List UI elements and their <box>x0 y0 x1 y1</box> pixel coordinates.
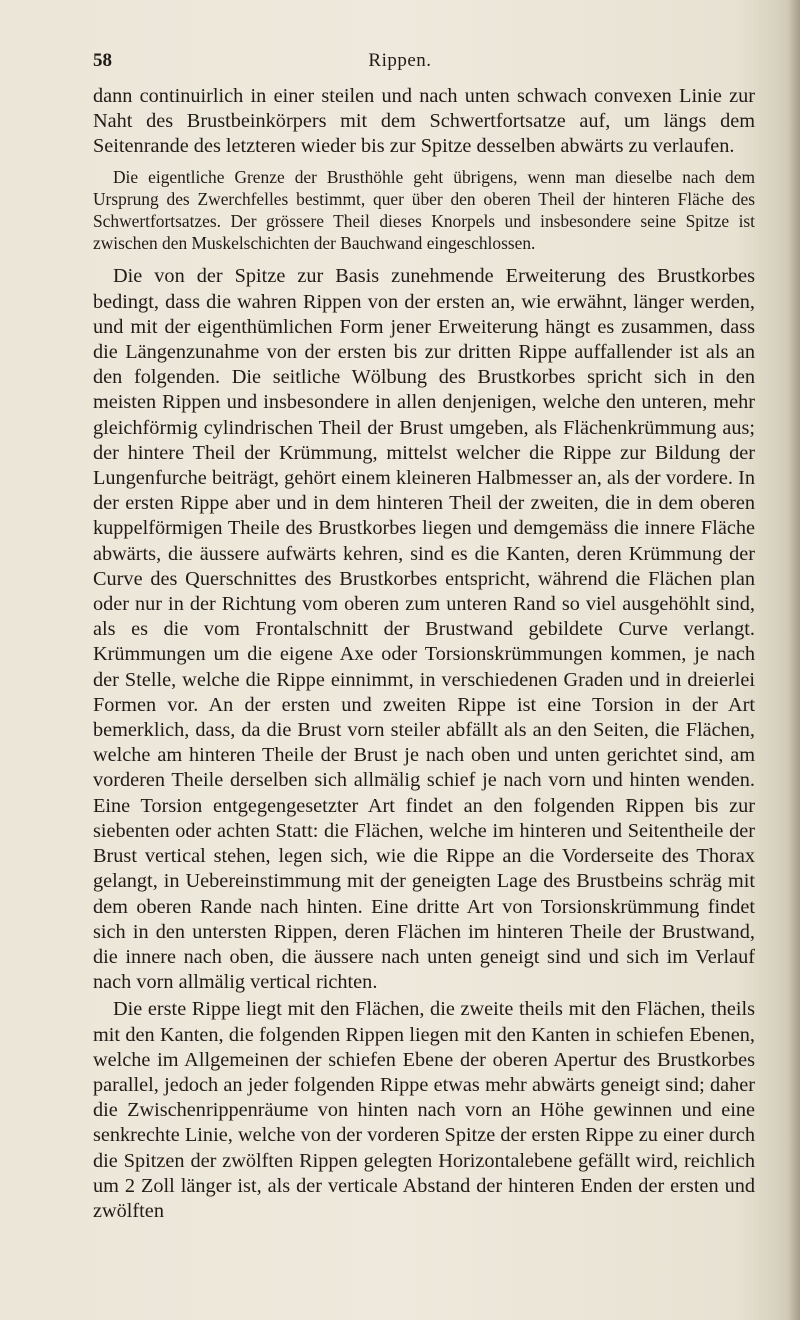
small-print-note: Die eigentliche Grenze der Brusthöhle geht übrigens, wenn man dieselbe nach dem Ursprung des Zwerchfelles bestimmt, quer über den oberen Theil der hinteren Fläche des Schwertfortsatzes. Der grössere Theil dieses Knorpels und insbesondere seine Spitze ist zwischen den Muskelschichten der Bauchwand eingeschlossen. <box>93 166 755 254</box>
running-head: Rippen. <box>368 50 432 71</box>
page-header <box>0 50 800 80</box>
paragraph-continuation: dann continuirlich in einer steilen und nach unten schwach convexen Linie zur Naht des Brustbeinkörpers mit dem Schwertfortsatze auf, um längs dem Seitenrande des letzteren wieder bis zur Spitze desselben abwärts zu verlaufen. <box>93 85 755 158</box>
page-number: 58 <box>93 50 112 71</box>
paragraph-rib-planes: Die erste Rippe liegt mit den Flächen, die zweite theils mit den Flächen, theils mit den Kanten, die folgenden Rippen liegen mit den Kanten in schiefen Ebenen, welche im Allgemeinen der schiefen Ebene der oberen Apertur des Brustkorbes parallel, jedoch an jeder folgenden Rippe etwas mehr abwärts geneigt sind; daher die Zwischenrippenräume von hinten nach vorn an Höhe gewinnen und eine senkrechte Linie, welche von der vorderen Spitze der ersten Rippe zu einer durch die Spitzen der zwölften Rippen gelegten Horizontalebene gefällt wird, reichlich um 2 Zoll länger ist, als der verticale Abstand der hinteren Enden der ersten und zwölften <box>93 998 755 1222</box>
page-body <box>93 84 755 1224</box>
page-edge-shadow <box>788 0 800 1320</box>
paragraph-torsion: Die von der Spitze zur Basis zunehmende Erweiterung des Brustkorbes bedingt, dass die wahren Rippen von der ersten an, wie erwähnt, länger werden, und mit der eigenthümlichen Form jener Erweiterung hängt es zusammen, dass die Längenzunahme von der ersten bis zur dritten Rippe auffallender ist als an den folgenden. Die seitliche Wölbung des Brustkorbes spricht sich in den meisten Rippen und insbesondere in allen denjenigen, welche den unteren, mehr gleichförmig cylindrischen Theil der Brust umgeben, als Flächenkrümmung aus; der hintere Theil der Krümmung, mittelst welcher die Rippe zur Bildung der Lungenfurche beiträgt, gehört einem kleineren Halbmesser an, als der vordere. In der ersten Rippe aber und in dem hinteren Theil der zweiten, die in dem oberen kuppelförmigen Theile des Brustkorbes liegen und demgemäss die innere Fläche abwärts, die äussere aufwärts kehren, sind es die Kanten, deren Krümmung der Curve des Querschnittes des Brustkorbes entspricht, während die Flächen plan oder nur in der Richtung vom oberen zum unteren Rand so viel ausgehöhlt sind, als es die vom Frontalschnitt der Brustwand gebildete Curve verlangt. Krümmungen um die eigene Axe oder Torsionskrümmungen kommen, je nach der Stelle, welche die Rippe einnimmt, in verschiedenen Graden und in dreierlei Formen vor. An der ersten und zweiten Rippe ist eine Torsion in der Art bemerklich, dass, da die Brust vorn steiler abfällt als an den Seiten, die Flächen, welche am hinteren Theile der Brust je nach oben und unten gerichtet sind, am vorderen Theile derselben sich allmälig schief je nach vorn und hinten wenden. Eine Torsion entgegengesetzter Art findet an den folgenden Rippen bis zur siebenten oder achten Statt: die Flächen, welche im hinteren und Seitentheile der Brust vertical stehen, legen sich, wie die Rippe an die Vorderseite des Thorax gelangt, in Uebereinstimmung mit der geneigten Lage des Brustbeins schräg mit dem oberen Rande nach hinten. Eine dritte Art von Torsionskrümmung findet sich in den untersten Rippen, deren Flächen im hinteren Theile der Brustwand, die innere nach oben, die äussere nach unten geneigt sind und sich im Verlauf nach vorn allmälig vertical richten. <box>93 265 755 994</box>
